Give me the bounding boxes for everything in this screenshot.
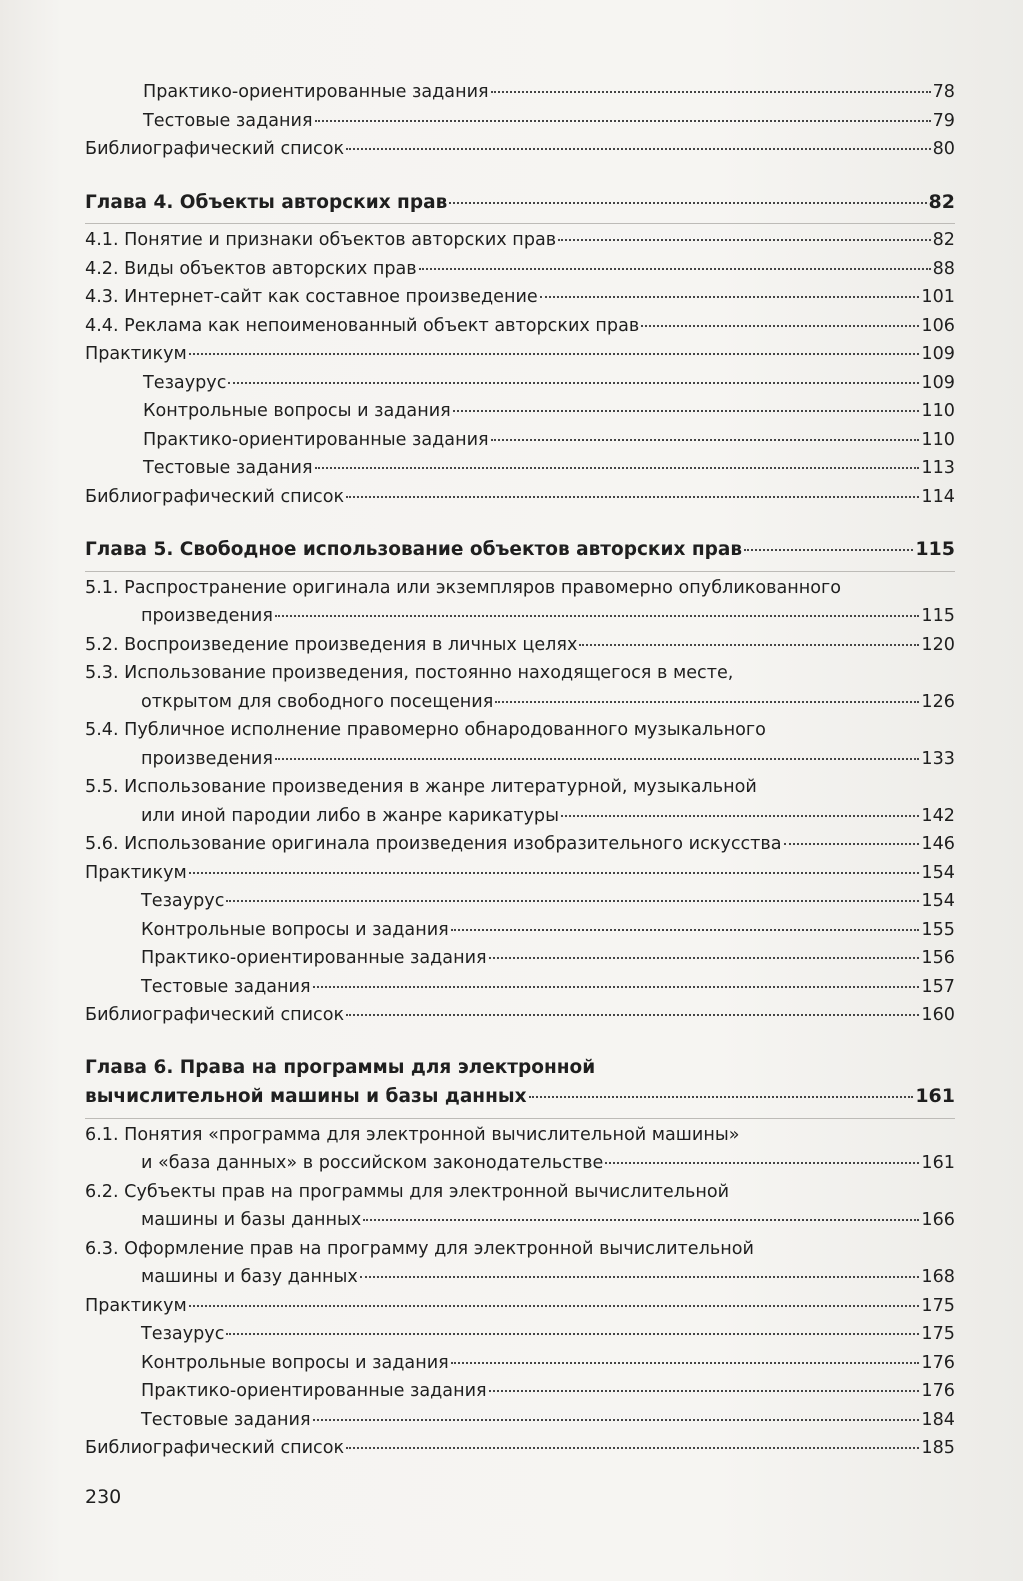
toc-entry-title: Тезаурус [141,1324,225,1344]
toc-entry-page: 161 [921,1153,955,1173]
toc-entry-title: Практико-ориентированные задания [143,82,489,102]
toc-entry-title: произведения [141,748,273,769]
toc-entry [85,397,955,426]
toc-entry [85,1320,955,1349]
toc-entry-page: 175 [921,1324,955,1344]
toc-entry [85,1001,955,1030]
toc-entry-page: 79 [932,110,955,131]
toc-entry-first-line: 5.3. Использование произведения, постоянно находящегося в месте, [85,663,734,683]
toc-entry [85,745,955,774]
toc-entry-title: 4.3. Интернет-сайт как составное произведение [85,287,538,307]
toc-entry [85,226,955,255]
toc-entry [85,916,955,945]
chapter-title: вычислительной машины и базы данных [85,1086,527,1107]
toc-entry-page: 101 [921,287,955,307]
toc-entry-page: 115 [921,606,955,626]
toc-entry-title: 4.2. Виды объектов авторских прав [85,258,417,279]
leader-dots [346,1014,919,1016]
toc-entry-title: Контрольные вопросы и задания [141,919,449,940]
leader-dots [346,148,930,150]
chapter-page: 115 [915,538,955,560]
leader-dots [489,957,920,959]
toc-entry-page: 109 [921,372,955,393]
toc-entry-first-line: 5.5. Использование произведения в жанре литературной, музыкальной [85,777,757,797]
chapter-title-first-line: Глава 6. Права на программы для электронной [85,1056,596,1078]
toc-entry [85,802,955,831]
divider [85,223,955,224]
toc-entry-page: 154 [921,891,955,911]
toc-entry-title: Практикум [85,1295,187,1316]
leader-dots [491,91,931,93]
toc-entry-page: 176 [921,1381,955,1401]
toc-entry [85,1263,955,1292]
toc-entry-title: Тестовые задания [143,458,313,478]
toc-entry-page: 110 [921,429,955,450]
toc-entry [85,973,955,1002]
toc-entry-title: Практикум [85,344,187,364]
toc-entry-title: Тестовые задания [141,976,311,997]
leader-dots [275,758,919,760]
leader-dots [558,239,930,241]
chapter-page: 161 [915,1085,955,1107]
toc-entry-page: 82 [932,230,955,250]
toc-entry-page: 88 [932,258,955,279]
leader-dots [744,549,913,551]
toc-entry [85,830,955,859]
toc-entry-page: 155 [921,919,955,940]
toc-entry-title: Тезаурус [141,891,225,911]
leader-dots [784,843,920,845]
leader-dots [495,701,919,703]
toc-entry-page: 126 [921,691,955,712]
toc-entry-title: Практико-ориентированные задания [141,1381,487,1401]
toc-entry [85,1406,955,1435]
toc-entry-title: 5.2. Воспроизведение произведения в личных целях [85,634,578,655]
leader-dots [540,296,920,298]
toc-entry [85,369,955,398]
toc-entry-page: 78 [932,82,955,102]
toc-entry-page: 109 [921,344,955,364]
toc-entry [85,602,955,631]
leader-dots [226,900,919,902]
divider [85,1118,955,1119]
toc-entry [85,283,955,312]
toc-entry-title: открытом для свободного посещения [141,691,494,712]
toc-entry-page: 106 [921,315,955,336]
chapter-heading [85,1082,955,1112]
toc-entry-title: Практико-ориентированные задания [143,429,489,450]
chapter-heading [85,188,955,218]
toc-entry [85,255,955,284]
toc-entry-page: 120 [921,634,955,655]
leader-dots [313,1419,920,1421]
leader-dots [605,1162,919,1164]
leader-dots [315,120,931,122]
toc-entry-title: и «база данных» в российском законодательстве [141,1153,604,1173]
leader-dots [561,815,919,817]
toc-entry-page: 185 [921,1438,955,1458]
chapter-title: Глава 4. Объекты авторских прав [85,191,448,213]
leader-dots [491,439,920,441]
toc-entry [85,78,955,107]
toc-entry-first-line: 6.2. Субъекты прав на программы для электронной вычислительной [85,1181,730,1202]
toc-entry-title: Библиографический список [85,1005,345,1025]
toc-entry-title: 5.6. Использование оригинала произведения изобразительного искусства [85,834,782,854]
leader-dots [419,268,931,270]
leader-dots [360,1276,920,1278]
toc-entry [85,483,955,512]
toc-entry-page: 154 [921,862,955,883]
table-of-contents [85,78,955,1463]
leader-dots [641,325,919,327]
toc-entry-page: 175 [921,1295,955,1316]
toc-entry-title: 4.1. Понятие и признаки объектов авторских прав [85,230,557,250]
toc-entry-page: 133 [921,748,955,769]
toc-entry-page: 156 [921,948,955,968]
toc-entry [85,688,955,717]
toc-entry [85,340,955,369]
toc-entry [85,631,955,660]
page-number: 230 [85,1486,122,1508]
leader-dots [346,1447,919,1449]
toc-entry [85,859,955,888]
toc-entry-title: Контрольные вопросы и задания [141,1352,449,1373]
toc-entry [85,107,955,136]
toc-entry-title: машины и базы данных [141,1210,362,1230]
toc-entry-page: 114 [921,486,955,507]
toc-entry-title: машины и базу данных [141,1267,358,1287]
leader-dots [189,872,920,874]
leader-dots [451,929,920,931]
leader-dots [226,1333,919,1335]
toc-entry-first-line: 6.1. Понятия «программа для электронной вычислительной машины» [85,1124,740,1145]
leader-dots [449,202,926,204]
leader-dots [453,410,920,412]
toc-entry-page: 160 [921,1005,955,1025]
toc-entry-page: 80 [932,139,955,159]
divider [85,571,955,572]
chapter-page: 82 [928,190,955,213]
toc-entry [85,1434,955,1463]
leader-dots [313,986,920,988]
leader-dots [363,1219,919,1221]
toc-entry-title: Контрольные вопросы и задания [143,401,451,421]
toc-entry-title: Библиографический список [85,1438,345,1458]
toc-entry-title: Библиографический список [85,139,345,159]
toc-entry-page: 157 [921,976,955,997]
leader-dots [315,467,920,469]
toc-entry-title: Тестовые задания [143,110,313,131]
chapter-heading [85,535,955,565]
toc-entry [85,1149,955,1178]
toc-entry [85,135,955,164]
toc-entry [85,1349,955,1378]
leader-dots [346,496,919,498]
toc-entry-page: 184 [921,1409,955,1430]
toc-entry [85,312,955,341]
toc-entry-title: произведения [141,606,273,626]
toc-entry-page: 176 [921,1352,955,1373]
toc-entry-title: или иной пародии либо в жанре карикатуры [141,805,559,826]
toc-entry-first-line: 5.4. Публичное исполнение правомерно обнародованного музыкального [85,720,766,740]
toc-entry [85,944,955,973]
leader-dots [275,615,919,617]
toc-entry [85,426,955,455]
toc-entry-page: 146 [921,834,955,854]
toc-entry-page: 142 [921,805,955,826]
toc-entry [85,1206,955,1235]
leader-dots [189,1305,920,1307]
toc-entry-title: Практико-ориентированные задания [141,948,487,968]
toc-entry-page: 113 [921,458,955,478]
toc-entry [85,1292,955,1321]
leader-dots [189,353,920,355]
leader-dots [451,1362,920,1364]
leader-dots [228,382,919,384]
toc-entry [85,1377,955,1406]
toc-entry [85,454,955,483]
leader-dots [529,1096,914,1098]
toc-entry-title: 4.4. Реклама как непоименованный объект авторских прав [85,315,640,336]
leader-dots [579,644,919,646]
chapter-title: Глава 5. Свободное использование объектов авторских прав [85,539,743,560]
toc-entry-first-line: 6.3. Оформление прав на программу для электронной вычислительной [85,1238,754,1259]
toc-entry-first-line: 5.1. Распространение оригинала или экземпляров правомерно опубликованного [85,577,842,598]
toc-entry-page: 110 [921,401,955,421]
toc-entry-page: 168 [921,1267,955,1287]
toc-entry-title: Библиографический список [85,486,345,507]
toc-entry-page: 166 [921,1210,955,1230]
toc-entry [85,887,955,916]
toc-entry-title: Практикум [85,862,187,883]
leader-dots [489,1390,920,1392]
toc-entry-title: Тестовые задания [141,1409,311,1430]
toc-entry-title: Тезаурус [143,372,227,393]
